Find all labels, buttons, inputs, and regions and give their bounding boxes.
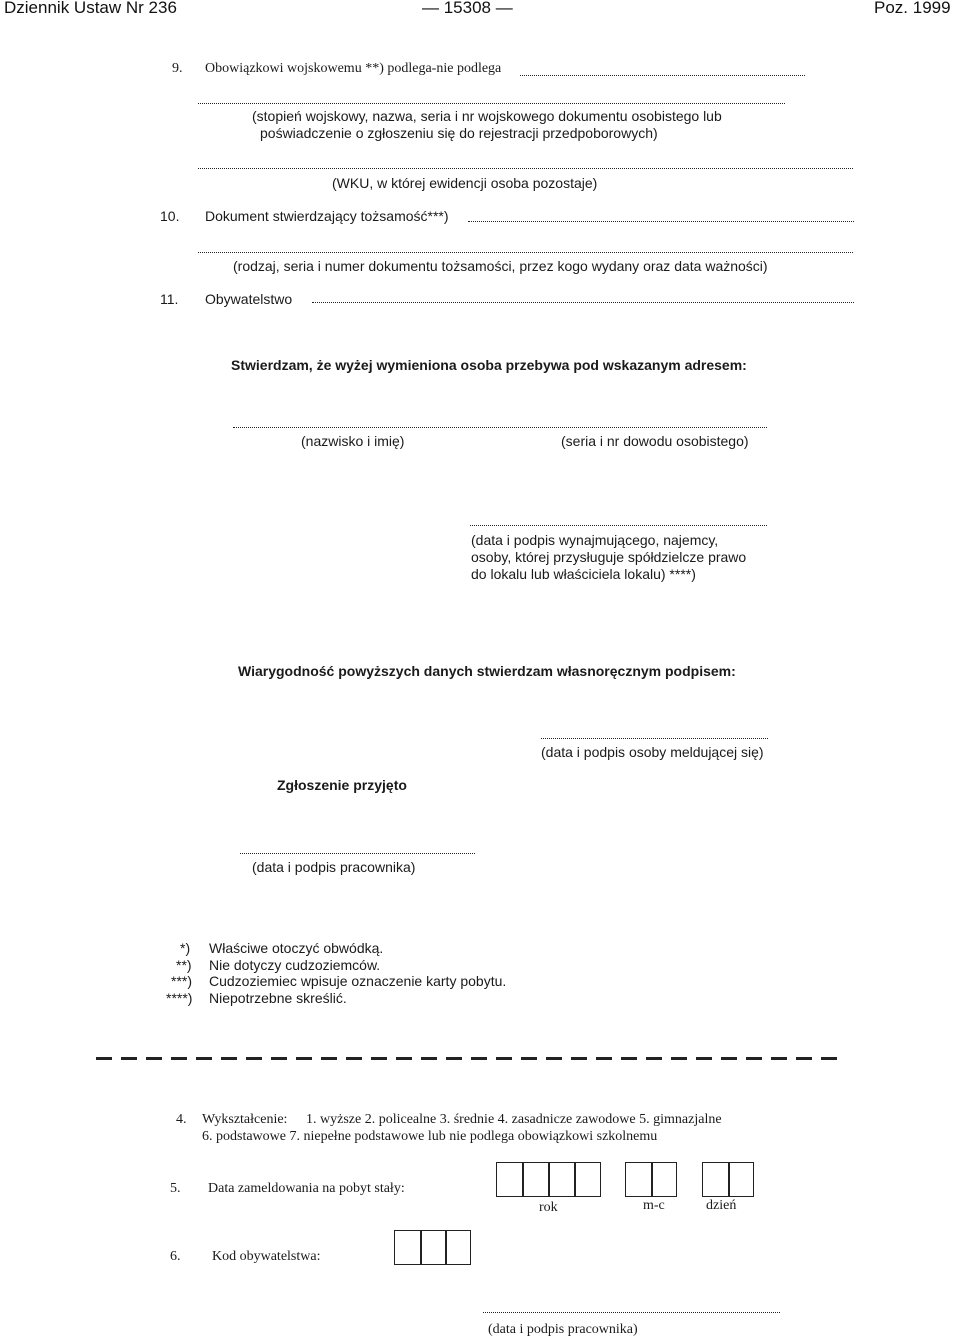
accepted-heading: Zgłoszenie przyjęto	[277, 777, 407, 793]
footnote-2-mark: **)	[176, 957, 192, 973]
tear-dash	[571, 1057, 587, 1060]
day-label: dzień	[706, 1198, 737, 1213]
tear-dash	[646, 1057, 662, 1060]
item-6-label: Kod obywatelstwa:	[212, 1249, 321, 1264]
month-boxes[interactable]	[625, 1162, 677, 1197]
tear-dash	[246, 1057, 262, 1060]
item-10-hint: (rodzaj, seria i numer dokumentu tożsamości, przez kogo wydany oraz data ważności)	[233, 258, 768, 274]
tear-dash	[146, 1057, 162, 1060]
tear-dash	[196, 1057, 212, 1060]
item-9-fill-line[interactable]	[520, 75, 805, 76]
footnote-3-mark: ***)	[171, 973, 193, 989]
item-4-label: Wykształcenie:	[202, 1112, 288, 1127]
tear-dash	[446, 1057, 462, 1060]
tear-dash	[121, 1057, 137, 1060]
confirmation-statement: Stwierdzam, że wyżej wymieniona osoba przebywa pod wskazanym adresem:	[231, 357, 747, 373]
landlord-hint-2: osoby, której przysługuje spółdzielcze prawo	[471, 549, 747, 565]
tear-dash	[371, 1057, 387, 1060]
tear-dash	[346, 1057, 362, 1060]
item-11-fill-line[interactable]	[312, 302, 854, 303]
item-10-document-line[interactable]	[198, 252, 853, 253]
clerk-hint: (data i podpis pracownika)	[252, 859, 416, 875]
year-label: rok	[539, 1200, 558, 1215]
item-9-label: Obowiązkowi wojskowemu **) podlega-nie podlega	[205, 61, 502, 76]
tear-dash	[771, 1057, 787, 1060]
item-10-number: 10.	[160, 208, 180, 224]
tear-dash	[621, 1057, 637, 1060]
position-number: Poz. 1999	[874, 0, 951, 17]
item-5-label: Data zameldowania na pobyt stały:	[208, 1181, 405, 1196]
tear-dash	[721, 1057, 737, 1060]
item-9-wku-line[interactable]	[198, 168, 853, 169]
landlord-signature-line[interactable]	[470, 525, 767, 526]
item-10-label: Dokument stwierdzający tożsamość***)	[205, 208, 449, 224]
tear-dash	[296, 1057, 312, 1060]
tear-dash	[396, 1057, 412, 1060]
id-hint: (seria i nr dowodu osobistego)	[561, 433, 749, 449]
tear-dash	[696, 1057, 712, 1060]
tearoff-clerk-hint: (data i podpis pracownika)	[488, 1322, 638, 1337]
tear-dash	[521, 1057, 537, 1060]
item-11-number: 11.	[160, 291, 179, 307]
registrant-hint: (data i podpis osoby meldującej się)	[541, 744, 764, 760]
citizenship-code-boxes[interactable]	[394, 1230, 471, 1265]
name-hint: (nazwisko i imię)	[301, 433, 405, 449]
education-options-2: 6. podstawowe 7. niepełne podstawowe lub nie podlega obowiązkowi szkolnemu	[202, 1129, 658, 1144]
footnote-2-text: Nie dotyczy cudzoziemców.	[209, 957, 381, 973]
footnote-1-text: Właściwe otoczyć obwódką.	[209, 940, 384, 956]
tear-dash	[421, 1057, 437, 1060]
footnote-4-text: Niepotrzebne skreślić.	[209, 990, 347, 1006]
tear-dash	[746, 1057, 762, 1060]
tear-dash	[471, 1057, 487, 1060]
name-id-line[interactable]	[233, 427, 767, 428]
item-11-label: Obywatelstwo	[205, 291, 293, 307]
tear-dash	[546, 1057, 562, 1060]
item-9-hint-wku: (WKU, w której ewidencji osoba pozostaje)	[332, 175, 598, 191]
item-9-number: 9.	[172, 61, 183, 76]
tear-dash	[271, 1057, 287, 1060]
tear-dash	[221, 1057, 237, 1060]
tear-dash	[671, 1057, 687, 1060]
footnote-1-mark: *)	[180, 940, 191, 956]
landlord-hint-3: do lokalu lub właściciela lokalu) ****)	[471, 566, 696, 582]
item-5-number: 5.	[170, 1181, 181, 1196]
item-9-hint-military-2: poświadczenie o zgłoszeniu się do rejestracji przedpoborowych)	[260, 125, 658, 141]
item-9-hint-military: (stopień wojskowy, nazwa, seria i nr wojskowego dokumentu osobistego lub	[252, 108, 722, 124]
tear-dash	[596, 1057, 612, 1060]
item-4-number: 4.	[176, 1112, 187, 1127]
tear-dash	[496, 1057, 512, 1060]
item-6-number: 6.	[170, 1249, 181, 1264]
journal-title: Dziennik Ustaw Nr 236	[4, 0, 177, 17]
footnote-3-text: Cudzoziemiec wpisuje oznaczenie karty pobytu.	[209, 973, 507, 989]
day-boxes[interactable]	[702, 1162, 754, 1197]
item-10-fill-line[interactable]	[468, 221, 854, 222]
clerk-signature-line[interactable]	[240, 853, 475, 854]
registrant-signature-line[interactable]	[541, 738, 768, 739]
month-label: m-c	[643, 1198, 665, 1213]
footnote-4-mark: ****)	[166, 990, 193, 1006]
year-boxes[interactable]	[496, 1162, 601, 1197]
tear-dash	[96, 1057, 112, 1060]
tear-dash	[821, 1057, 837, 1060]
tear-dash	[796, 1057, 812, 1060]
tear-dash	[171, 1057, 187, 1060]
tearoff-clerk-signature-line[interactable]	[483, 1312, 780, 1313]
landlord-hint-1: (data i podpis wynajmującego, najemcy,	[471, 532, 719, 548]
page-number: — 15308 —	[422, 0, 513, 17]
authenticity-statement: Wiarygodność powyższych danych stwierdzam własnoręcznym podpisem:	[238, 663, 736, 679]
item-9-military-line[interactable]	[198, 103, 785, 104]
tear-dash	[321, 1057, 337, 1060]
education-options-1: 1. wyższe 2. policealne 3. średnie 4. zasadnicze zawodowe 5. gimnazjalne	[306, 1112, 722, 1127]
